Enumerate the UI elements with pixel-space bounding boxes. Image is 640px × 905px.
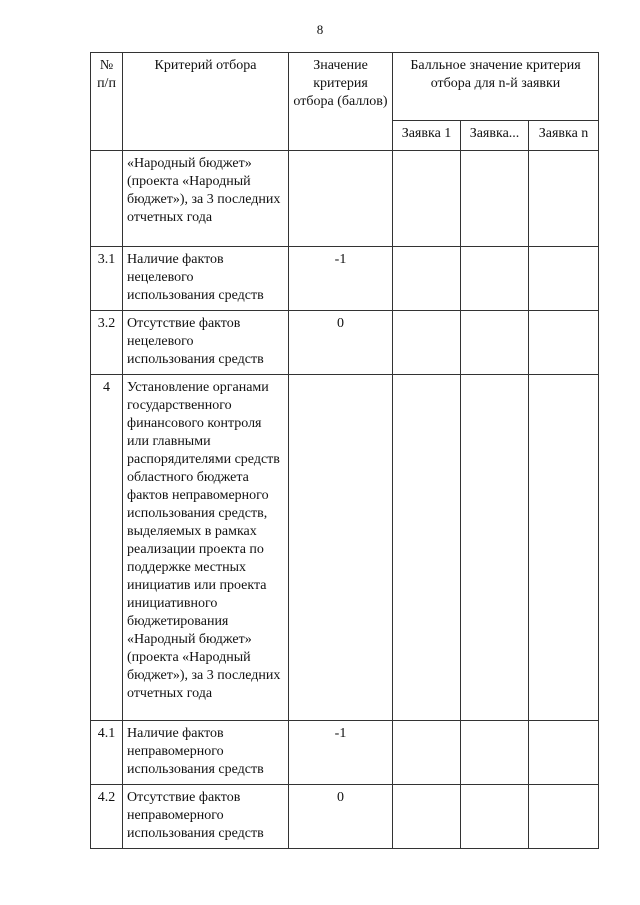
row-criterion: Наличие фактов нецелевого использования средств (123, 247, 289, 311)
row-value: 0 (289, 311, 393, 375)
header-score-group: Балльное значение критерия отбора для n-й заявки (393, 53, 599, 121)
row-criterion: «Народный бюджет» (проекта «Народный бюджет»), за 3 последних отчетных года (123, 151, 289, 247)
row-value: 0 (289, 785, 393, 849)
table-row (91, 247, 599, 311)
score-cell (393, 151, 461, 247)
score-cell (461, 247, 529, 311)
score-cell (393, 311, 461, 375)
table-row (91, 311, 599, 375)
score-cell (461, 151, 529, 247)
score-cell (529, 151, 599, 247)
score-cell (529, 375, 599, 721)
criteria-table (90, 52, 599, 849)
table-row (91, 785, 599, 849)
score-cell (461, 375, 529, 721)
row-value: -1 (289, 247, 393, 311)
header-criterion: Критерий отбора (123, 53, 289, 151)
score-cell (461, 311, 529, 375)
score-cell (461, 721, 529, 785)
table-row (91, 721, 599, 785)
row-criterion: Отсутствие фактов неправомерного использования средств (123, 785, 289, 849)
score-cell (393, 375, 461, 721)
score-cell (393, 721, 461, 785)
header-value: Значение критерия отбора (баллов) (289, 53, 393, 151)
row-number: 3.1 (91, 247, 123, 311)
row-criterion: Установление органами государственного финансового контроля или главными распорядителями средств областного бюджета фактов неправомерного использования средств, выделяемых в рамках реализации проекта по поддержке местных инициатив или проекта инициативного бюджетирования «Народный бюджет» (проекта «Народный бюджет»), за 3 последних отчетных года (123, 375, 289, 721)
score-cell (529, 721, 599, 785)
row-number: 4 (91, 375, 123, 721)
header-application-middle: Заявка... (461, 121, 529, 151)
score-cell (529, 247, 599, 311)
table-row (91, 151, 599, 247)
row-value: -1 (289, 721, 393, 785)
row-number: 4.2 (91, 785, 123, 849)
score-cell (529, 785, 599, 849)
header-application-n: Заявка n (529, 121, 599, 151)
score-cell (529, 311, 599, 375)
page-number: 8 (316, 22, 324, 37)
row-number: 3.2 (91, 311, 123, 375)
score-cell (393, 785, 461, 849)
row-number: 4.1 (91, 721, 123, 785)
header-number: № п/п (91, 53, 123, 151)
table-row (91, 375, 599, 721)
score-cell (461, 785, 529, 849)
row-criterion: Отсутствие фактов нецелевого использования средств (123, 311, 289, 375)
row-value (289, 151, 393, 247)
score-cell (393, 247, 461, 311)
header-application-1: Заявка 1 (393, 121, 461, 151)
row-number (91, 151, 123, 247)
row-criterion: Наличие фактов неправомерного использования средств (123, 721, 289, 785)
row-value (289, 375, 393, 721)
